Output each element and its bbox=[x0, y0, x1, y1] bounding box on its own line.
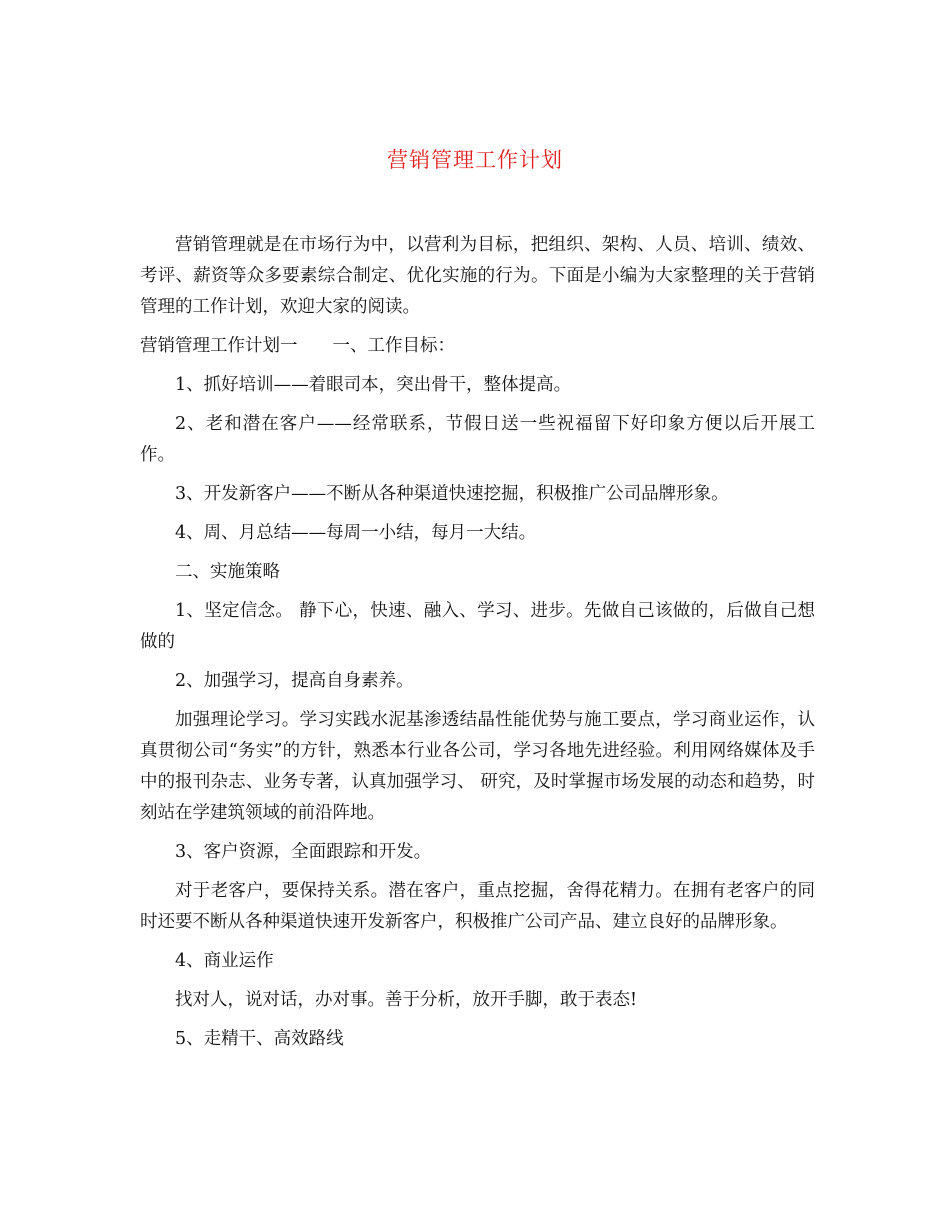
paragraph-customers: 对于老客户，要保持关系。潜在客户，重点挖掘，舍得花精力。在拥有老客户的同时还要不断从各种渠道快速开发新客户，积极推广公司产品、建立良好的品牌形象。 bbox=[140, 881, 815, 932]
paragraph-strategy-heading: 二、实施策略 bbox=[175, 562, 280, 582]
paragraph-goal-2: 2、老和潜在客户——经常联系，节假日送一些祝福留下好印象方便以后开展工作。 bbox=[140, 414, 815, 465]
paragraph-strategy-3: 3、客户资源，全面跟踪和开发。 bbox=[175, 842, 432, 862]
paragraph-section-heading: 营销管理工作计划一 一、工作目标： bbox=[140, 336, 455, 356]
document-title: 营销管理工作计划 bbox=[387, 148, 563, 172]
paragraph-strategy-1: 1、坚定信念。 静下心，快速、融入、学习、进步。先做自己该做的，后做自己想做的 bbox=[140, 601, 815, 652]
paragraph-study: 加强理论学习。学习实践水泥基渗透结晶性能优势与施工要点，学习商业运作，认真贯彻公司“务实”的方针，熟悉本行业各公司，学习各地先进经验。利用网络媒体及手中的报刊杂志、业务专著，认真加强学习、 研究，及时掌握市场发展的动态和趋势，时刻站在学建筑领域的前沿阵地。 bbox=[140, 710, 815, 823]
paragraph-strategy-2: 2、加强学习，提高自身素养。 bbox=[175, 671, 414, 691]
paragraph-goal-1: 1、抓好培训——着眼司本，突出骨干，整体提高。 bbox=[175, 375, 572, 395]
paragraph-goal-3: 3、开发新客户——不断从各种渠道快速挖掘，积极推广公司品牌形象。 bbox=[175, 484, 729, 504]
paragraph-goal-4: 4、周、月总结——每周一小结，每月一大结。 bbox=[175, 523, 537, 543]
paragraph-operation: 找对人，说对话，办对事。善于分析，放开手脚，敢于表态! bbox=[175, 990, 638, 1010]
paragraph-strategy-5: 5、走精干、高效路线 bbox=[175, 1029, 344, 1049]
document-body bbox=[140, 230, 815, 1063]
paragraph-intro: 营销管理就是在市场行为中，以营利为目标，把组织、架构、人员、培训、绩效、考评、薪资等众多要素综合制定、优化实施的行为。下面是小编为大家整理的关于营销管理的工作计划，欢迎大家的阅读。 bbox=[140, 235, 815, 317]
paragraph-strategy-4: 4、商业运作 bbox=[175, 951, 274, 971]
